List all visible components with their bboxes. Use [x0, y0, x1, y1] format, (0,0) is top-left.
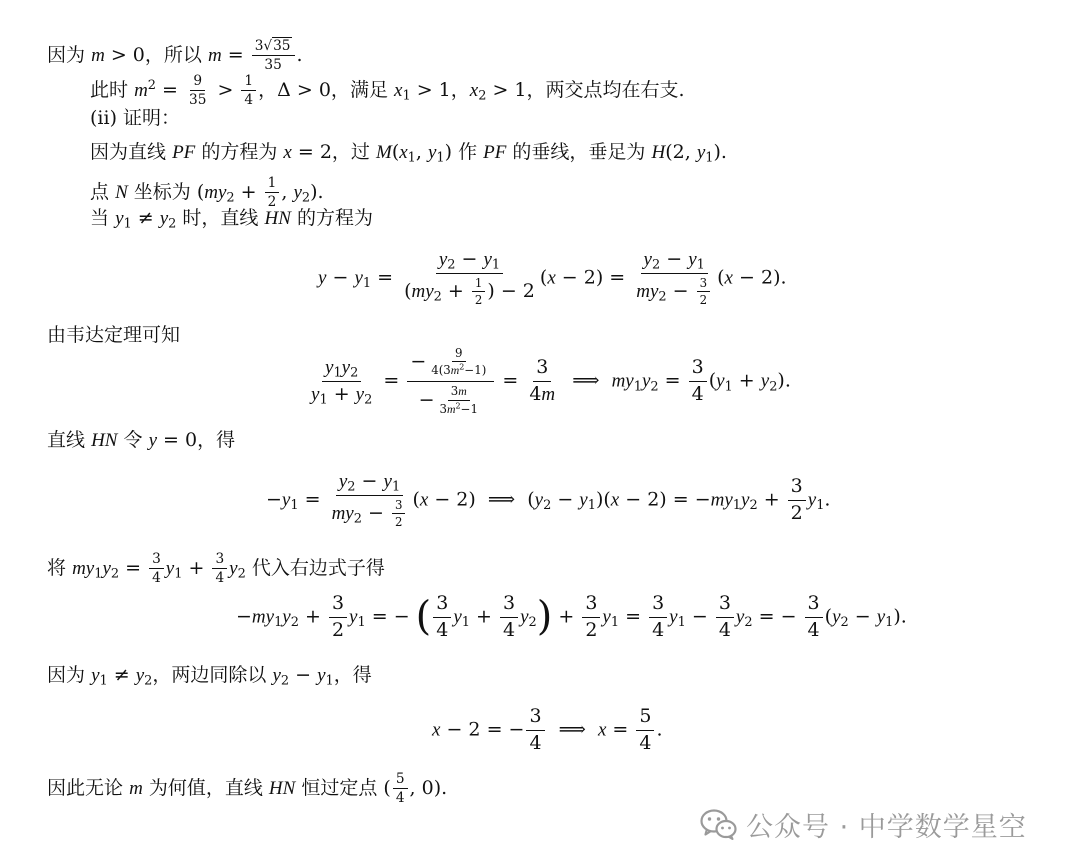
text: ，得 [333, 664, 372, 686]
text: 此时 [90, 78, 129, 101]
wechat-icon [700, 808, 738, 840]
text: 作 [458, 141, 478, 163]
text: 点 [90, 180, 110, 203]
text: (ii) 证明： [90, 107, 181, 129]
text: ，所以 [144, 43, 202, 66]
text: 因为直线 [90, 141, 167, 163]
line-8 [47, 326, 180, 345]
watermark [700, 804, 1027, 844]
text: ，两边同除以 [152, 664, 267, 686]
text: 因此无论 [47, 776, 124, 799]
text: 坐标为 [133, 180, 191, 203]
line-10: 直线 HN 令 y = 0，得 [47, 429, 236, 451]
text: 当 [90, 207, 110, 229]
line-16: 因此无论 m 为何值，直线 HN 恒过定点 ( $\frac{5}{4}$ , 0). [47, 771, 448, 807]
line-3 [90, 109, 180, 128]
text: 由韦达定理可知 [47, 324, 181, 346]
text: 满足 [349, 78, 388, 101]
equation-hn-line: $y - y_1$ = $y_2 - y_1$ ($my_2$ + $\frac{1}{2}$ ) − 2 (x − 2) = $y_2 - y_1$ $my_2$ − $\frac{3}{2}$ (x − 2). [318, 248, 787, 308]
text: 的方程为 [201, 141, 278, 163]
line-14: 因为 $y_1 \ne y_2$，两边同除以 $y_2 - y_1$，得 [47, 664, 372, 689]
text: 直线 [47, 429, 86, 451]
text: ，过 [331, 141, 370, 163]
text: 将 [47, 556, 67, 579]
text: 时，直线 [182, 207, 259, 229]
text: 因为 [47, 664, 86, 686]
line-2: 此时 $m^2$ = $\frac{9}{35}$ > $\frac{1}{4}$ ，Δ > 0，满足 $x_1 > 1$，$x_2 > 1$，两交点均在右支. [90, 73, 685, 109]
text: 两交点均在右支. [545, 78, 685, 101]
text: 代入右边式子得 [251, 556, 385, 579]
line-1: 因为 m > 0，所以 m = $\frac{3√35}{35}$ . [47, 38, 303, 74]
line-6: 当 $y_1 \ne y_2$ 时，直线 HN 的方程为 [90, 207, 373, 232]
equation-y0: $-y_1$ = $y_2 - y_1$ $my_2$ − $\frac{3}{2}$ (x − 2) ⟹ $(y_2 - y_1)(x - 2) = -my_1y_2$ + $\frac{3}{2}$ $y_1$. [266, 470, 831, 530]
line-12: 将 $my_1y_2$ = $\frac{3}{4}$ $y_1$ + $\frac{3}{4}$ $y_2$ 代入右边式子得 [47, 551, 385, 587]
equation-result: x − 2 = − $\frac{3}{4}$ ⟹ x = $\frac{5}{4}$ . [432, 705, 663, 754]
text: 为何值，直线 [148, 776, 263, 799]
line-5: 点 N 坐标为 ($my_2$ + $\frac{1}{2}$ , $y_2$). [90, 175, 324, 211]
watermark-text: 公众号 · 中学数学星空 [746, 811, 1027, 843]
equation-substitute: $-my_1y_2$ + $\frac{3}{2}$ $y_1$ = − ( $\frac{3}{4}$ $y_1$ + $\frac{3}{4}$ $y_2$) + $\frac{3}{2}$ $y_1$ = $\frac{3}{4}$ $y_1$ − $\frac{3}{4}$ $y_2$ = − $\frac{3}{4}$ $(y_2 - y_1)$. [236, 592, 907, 641]
text: 的垂线，垂足为 [512, 141, 646, 163]
text: 令 [123, 429, 143, 451]
text: 的方程为 [296, 207, 373, 229]
line-4: 因为直线 PF 的方程为 x = 2，过 $M(x_1$, $y_1$) 作 PF 的垂线，垂足为 H(2, $y_1$). [90, 141, 727, 166]
text: 因为 [47, 43, 86, 66]
text: ，得 [197, 429, 236, 451]
equation-vieta: $\frac{y_1y_2}{y_1 + y_2}$ = − $\frac{9}{4(3m^2-1)}$ − $\frac{3m}{3m^2-1}$ = $\frac{3}{4m}$ ⟹ $my_1y_2$ = $\frac{3}{4}$ $(y_1 + y_2)$. [311, 346, 791, 417]
text: 恒过定点 [301, 776, 378, 799]
